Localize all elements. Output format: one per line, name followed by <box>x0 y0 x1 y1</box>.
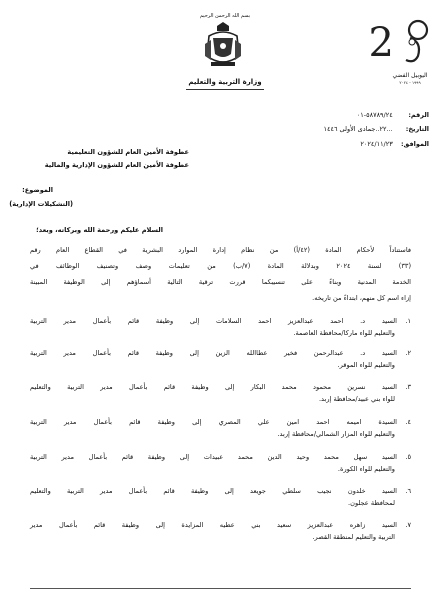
ref-date-line <box>320 125 429 133</box>
ref-gregorian-value: ٢٠٢٤/١١/٢٣ <box>360 140 393 148</box>
item-number: ٤. <box>405 418 411 426</box>
item-line-1: السيد خلدون نجيب سلطي جويعد إلى وظيفة قائم بأعمال مدير التربية والتعليم <box>30 487 397 495</box>
item-line-1: السيدة اميمه احمد امين علي المصري إلى وظيفة قائم بأعمال مدير التربية <box>30 418 397 426</box>
item-number: ٢. <box>405 349 411 357</box>
item-line-1: السيد سهل محمد وحيد الدين محمد عبيدات إلى وظيفة قائم بأعمال مدير التربية <box>30 453 397 461</box>
logo-years: ١٩٩٩ - ٢٠٢٤ <box>399 80 421 85</box>
ref-date-label: التاريخ: <box>405 125 429 133</box>
ref-number-label: الرقم: <box>408 111 429 119</box>
intro-line-1: فاستناداً لأحكام المادة (٤٢/أ) من نظام إدارة الموارد البشرية في القطاع العام رقم <box>30 246 411 254</box>
list-item <box>30 521 411 541</box>
list-item <box>30 317 411 337</box>
ref-gregorian-line <box>320 140 429 148</box>
item-line-2: لمحافظة عجلون. <box>348 499 395 507</box>
addressee-1: عطوفة الأمين العام للشؤون التعليمية <box>67 148 189 156</box>
item-number: ٥. <box>405 453 411 461</box>
greeting: السلام عليكم ورحمة الله وبركاته، وبعد؛ <box>36 226 163 234</box>
list-item <box>30 453 411 473</box>
list-item <box>30 487 411 507</box>
subject-label: الموضوع: <box>22 186 53 194</box>
list-item <box>30 383 411 403</box>
addressee-2: عطوفة الأمين العام للشؤون الإدارية والمالية <box>44 161 189 169</box>
item-line-1: السيد د. احمد عبدالعزيز احمد السلامات إلى وظيفة قائم بأعمال مدير التربية <box>30 317 397 325</box>
ministry-name: وزارة التربية والتعليم <box>188 78 262 86</box>
footer-divider <box>30 588 411 589</box>
intro-line-3: الخدمة المدنية وبناءً على تنسيبكما قررت ترقية التالية أسماؤهم إلى الوظيفة المبينة <box>30 278 411 286</box>
item-number: ١. <box>405 317 411 325</box>
item-line-1: السيد نسرين محمود محمد البكار إلى وظيفة قائم بأعمال مدير التربية والتعليم <box>30 383 397 391</box>
item-number: ٧. <box>405 521 411 529</box>
intro-line-4: إزاء اسم كل منهم، ابتداءً من تاريخه. <box>312 294 411 302</box>
ref-gregorian-label: الموافق: <box>400 140 429 148</box>
item-line-2: التربية والتعليم لمنطقة القصر. <box>312 533 395 541</box>
item-line-1: السيد د. عبدالرحمن فخير عطاالله الزين إلى وظيفة قائم بأعمال مدير التربية <box>30 349 397 357</box>
basmala: بسم الله الرحمن الرحيم <box>199 13 251 19</box>
list-item <box>30 418 411 438</box>
item-number: ٦. <box>405 487 411 495</box>
ref-number-line <box>320 111 429 119</box>
item-line-2: والتعليم للواء الموقر. <box>337 361 395 369</box>
item-number: ٣. <box>405 383 411 391</box>
ref-number-value: ٥٨٧٨٩/٢٤-٠١ <box>356 111 393 119</box>
silver-jubilee-logo-icon <box>368 12 432 70</box>
item-line-2: للواء بني عبيد/محافظة إربد. <box>318 395 395 403</box>
svg-text:2: 2 <box>368 20 394 66</box>
intro-line-2: (٣٣) لسنة ٢٠٢٤ وبدلالة المادة (٧/ب) من تعليمات وصف وتصنيف الوظائف في <box>30 262 412 270</box>
list-item <box>30 349 411 369</box>
subject-text: (التشكيلات الإدارية) <box>9 200 73 208</box>
item-line-2: والتعليم للواء الكورة. <box>337 465 395 473</box>
coat-of-arms-icon <box>203 22 243 70</box>
item-line-2: والتعليم للواء المزار الشمالي/محافظة إربد. <box>277 430 395 438</box>
logo-caption: اليوبيل الفضي <box>392 72 428 79</box>
ref-date-value: ...٢٢..جمادى الأولى ١٤٤٦ <box>323 125 393 133</box>
ministry-underline <box>186 89 264 90</box>
item-line-1: السيد زاهره عبدالعزيز سعيد بني عطيه المزايدة إلى وظيفة قائم بأعمال مدير <box>30 521 397 529</box>
item-line-2: والتعليم للواء ماركا/محافظة العاصمة. <box>293 329 395 337</box>
